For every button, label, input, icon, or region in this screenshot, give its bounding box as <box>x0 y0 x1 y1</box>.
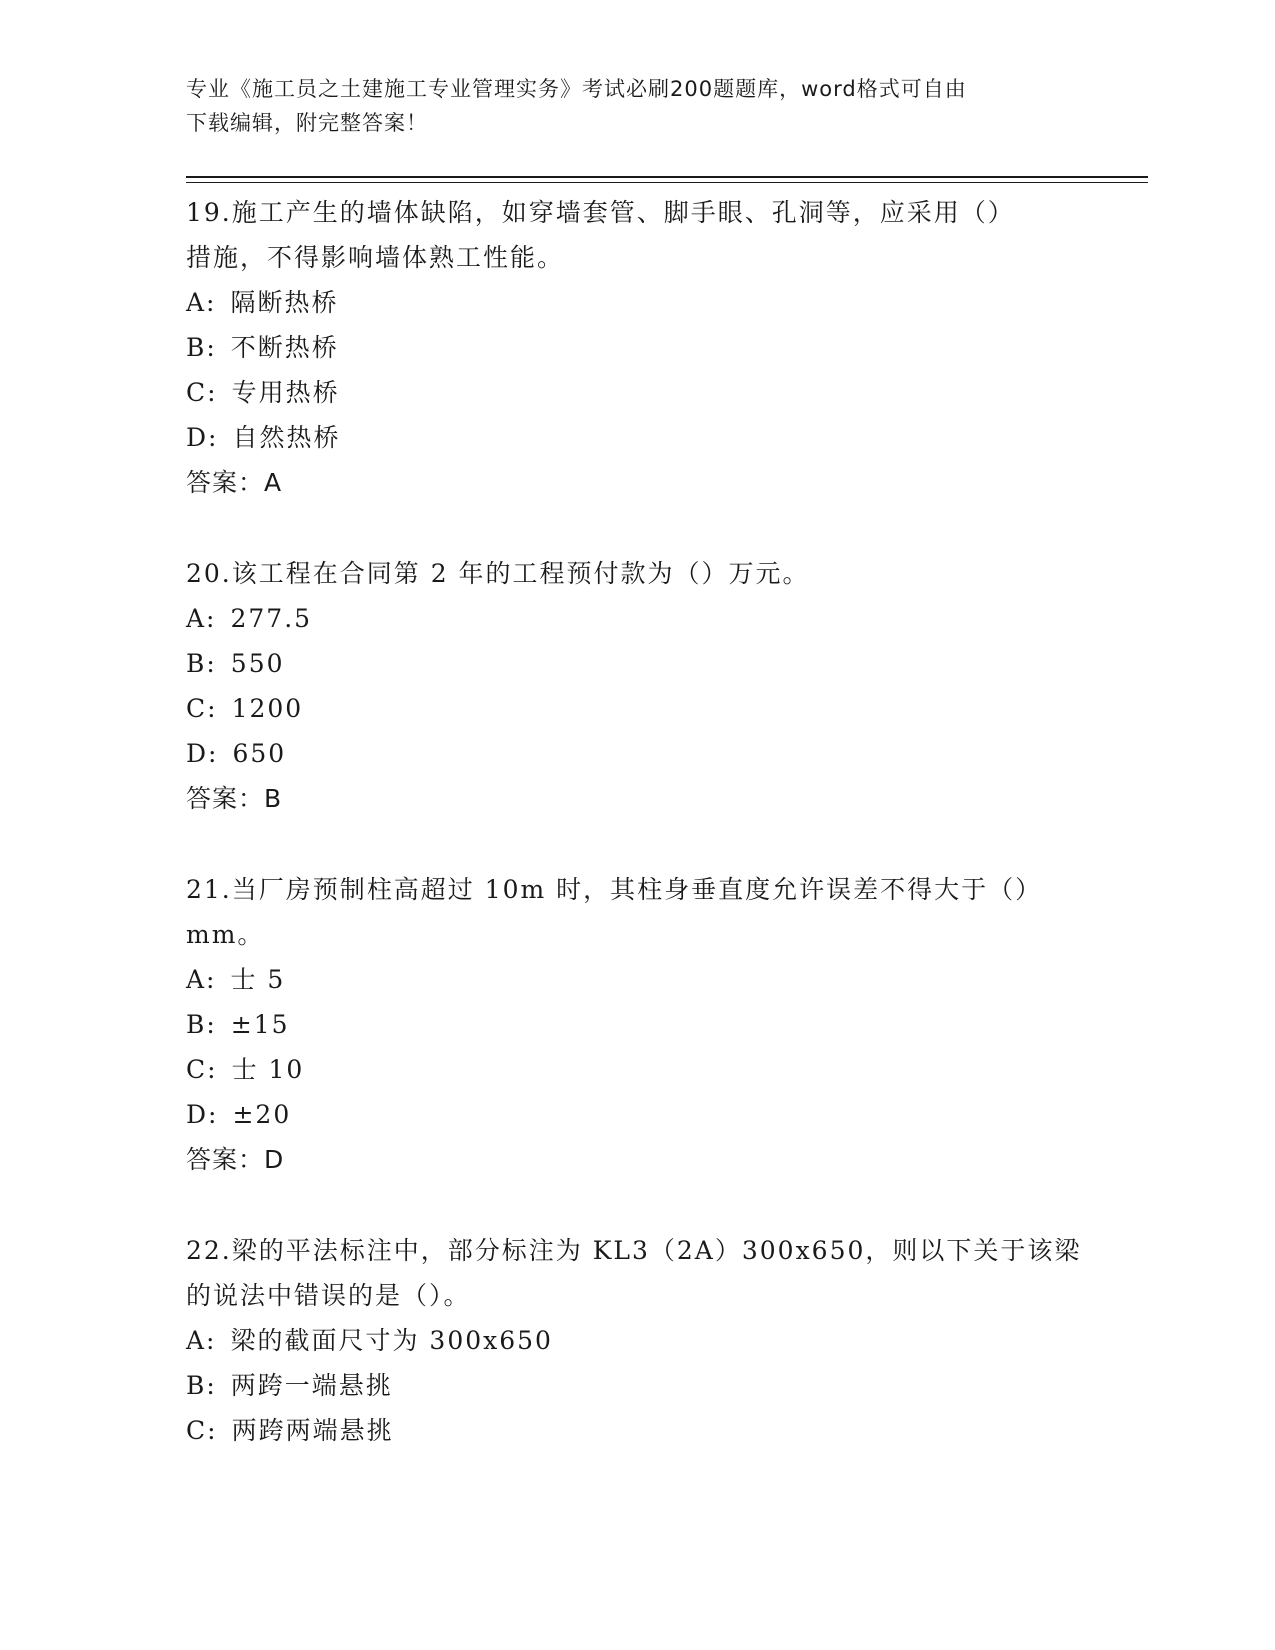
option-text: ±15 <box>230 1010 290 1039</box>
option-letter: C: <box>186 1416 218 1445</box>
option-text: 两跨一端悬挑 <box>230 1371 393 1400</box>
option-text: 士 5 <box>230 965 286 994</box>
option-a <box>186 957 1086 1002</box>
option-letter: C: <box>186 378 218 407</box>
option-d <box>186 731 1086 776</box>
question-20 <box>186 551 1086 821</box>
header-divider-thick <box>186 176 1148 178</box>
answer-line: 答案：A <box>186 468 283 497</box>
option-c <box>186 1408 1086 1453</box>
option-c <box>186 370 1086 415</box>
question-21 <box>186 867 1086 1182</box>
option-letter: C: <box>186 1055 218 1084</box>
option-text: 277.5 <box>230 604 313 633</box>
answer-line: 答案：B <box>186 784 283 813</box>
option-a <box>186 1318 1086 1363</box>
question-stem-line: 19.施工产生的墙体缺陷，如穿墙套管、脚手眼、孔洞等，应采用（） <box>186 198 1015 227</box>
option-b <box>186 641 1086 686</box>
question-stem-line: 22.梁的平法标注中，部分标注为 KL3（2A）300x650，则以下关于该梁 <box>186 1236 1082 1265</box>
option-text: 不断热桥 <box>230 333 339 362</box>
option-b <box>186 1002 1086 1047</box>
option-text: 隔断热桥 <box>230 288 339 317</box>
option-text: 650 <box>232 739 287 768</box>
option-b <box>186 1363 1086 1408</box>
question-stem-line: 20.该工程在合同第 2 年的工程预付款为（）万元。 <box>186 559 810 588</box>
question-19 <box>186 190 1086 505</box>
question-stem <box>186 1228 1086 1318</box>
option-b <box>186 325 1086 370</box>
question-stem-line: 的说法中错误的是（）。 <box>186 1281 471 1310</box>
option-letter: B: <box>186 649 217 678</box>
header-line-2: 下载编辑，附完整答案！ <box>186 111 428 135</box>
option-letter: B: <box>186 1010 217 1039</box>
question-22 <box>186 1228 1086 1453</box>
option-letter: B: <box>186 333 217 362</box>
option-letter: D: <box>186 739 219 768</box>
option-c <box>186 686 1086 731</box>
header-divider-thin <box>186 182 1148 183</box>
option-letter: B: <box>186 1371 217 1400</box>
option-text: 两跨两端悬挑 <box>231 1416 394 1445</box>
option-text: 550 <box>230 649 285 678</box>
option-text: 专用热桥 <box>231 378 340 407</box>
header-line-1: 专业《施工员之土建施工专业管理实务》考试必刷200题题库，word格式可自由 <box>186 77 967 101</box>
question-stem <box>186 551 1086 596</box>
question-stem-line: 21.当厂房预制柱高超过 10m 时，其柱身垂直度允许误差不得大于（） <box>186 875 1043 904</box>
option-letter: A: <box>186 604 217 633</box>
option-text: ±20 <box>232 1100 292 1129</box>
document-header <box>186 72 1076 140</box>
option-d <box>186 415 1086 460</box>
question-stem <box>186 867 1086 957</box>
question-stem-line: 措施，不得影响墙体熟工性能。 <box>186 243 565 272</box>
option-d <box>186 1092 1086 1137</box>
option-letter: A: <box>186 288 217 317</box>
question-stem <box>186 190 1086 280</box>
option-a <box>186 596 1086 641</box>
answer-line: 答案：D <box>186 1145 285 1174</box>
question-stem-line: mm。 <box>186 920 265 949</box>
option-text: 自然热桥 <box>232 423 341 452</box>
option-text: 士 10 <box>231 1055 305 1084</box>
option-letter: D: <box>186 423 219 452</box>
option-a <box>186 280 1086 325</box>
option-c <box>186 1047 1086 1092</box>
option-text: 梁的截面尺寸为 300x650 <box>230 1326 553 1355</box>
option-letter: A: <box>186 1326 217 1355</box>
option-letter: C: <box>186 694 218 723</box>
question-list <box>186 190 1086 1499</box>
option-letter: A: <box>186 965 217 994</box>
option-letter: D: <box>186 1100 219 1129</box>
option-text: 1200 <box>231 694 304 723</box>
